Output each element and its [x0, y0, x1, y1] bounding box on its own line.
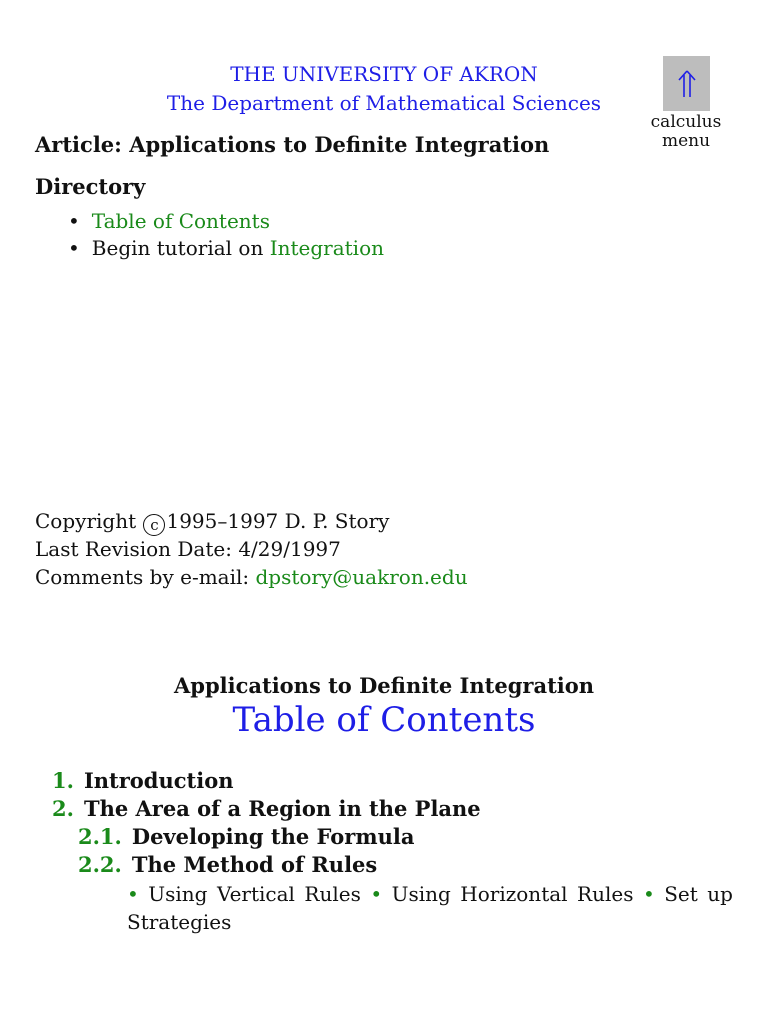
toc-entry-label: The Method of Rules — [131, 852, 378, 877]
directory-item-tutorial — [68, 236, 384, 260]
toc-entry-2[interactable] — [52, 796, 481, 821]
department-name: The Department of Mathematical Sciences — [166, 91, 602, 115]
bullet-icon: • — [68, 209, 80, 233]
directory-item-toc — [68, 209, 270, 233]
caption-line-2: menu — [661, 131, 711, 151]
toc-entry-number: 2.1. — [78, 824, 122, 849]
toc-sub-item-strategies[interactable]: Set up Strategies — [127, 882, 733, 934]
toc-entry-number: 1. — [52, 768, 74, 793]
toc-entry-2-1[interactable] — [78, 824, 414, 849]
calculus-menu-caption[interactable] — [640, 113, 732, 151]
copyright-prefix: Copyright — [35, 509, 143, 533]
toc-entry-label: The Area of a Region in the Plane — [83, 796, 481, 821]
bullet-icon: • — [370, 882, 383, 906]
copyright-line — [35, 509, 389, 536]
copyright-icon: c — [143, 514, 165, 536]
toc-entry-1[interactable] — [52, 768, 234, 793]
article-title: Article: Applications to Definite Integration — [35, 132, 550, 157]
toc-subtitle: Applications to Definite Integration — [173, 673, 595, 698]
tutorial-prefix: Begin tutorial on — [91, 236, 270, 260]
calculus-menu-button[interactable] — [663, 56, 710, 111]
bullet-icon: • — [127, 882, 139, 906]
toc-sub-items — [127, 880, 733, 936]
comments-line — [35, 565, 468, 589]
caption-line-1: calculus — [650, 112, 722, 132]
bullet-icon: • — [642, 882, 655, 906]
toc-entry-number: 2.2. — [78, 852, 122, 877]
toc-title: Table of Contents — [232, 700, 536, 740]
university-name: THE UNIVERSITY OF AKRON — [230, 62, 538, 86]
directory-heading: Directory — [35, 174, 146, 199]
double-up-arrow-icon — [676, 69, 698, 99]
toc-sub-item-horizontal[interactable]: Using Horizontal Rules — [391, 882, 634, 906]
toc-entry-number: 2. — [52, 796, 74, 821]
comments-prefix: Comments by e-mail: — [35, 565, 256, 589]
toc-entry-2-2[interactable] — [78, 852, 377, 877]
toc-entry-label: Introduction — [83, 768, 234, 793]
revision-date: Last Revision Date: 4/29/1997 — [35, 537, 341, 561]
toc-sub-item-vertical[interactable]: Using Vertical Rules — [148, 882, 361, 906]
bullet-icon: • — [68, 236, 80, 260]
toc-link[interactable]: Table of Contents — [91, 209, 270, 233]
toc-entry-label: Developing the Formula — [131, 824, 415, 849]
integration-link[interactable]: Integration — [269, 236, 384, 260]
email-link[interactable]: dpstory@uakron.edu — [255, 565, 468, 589]
copyright-suffix: 1995–1997 D. P. Story — [166, 509, 390, 533]
